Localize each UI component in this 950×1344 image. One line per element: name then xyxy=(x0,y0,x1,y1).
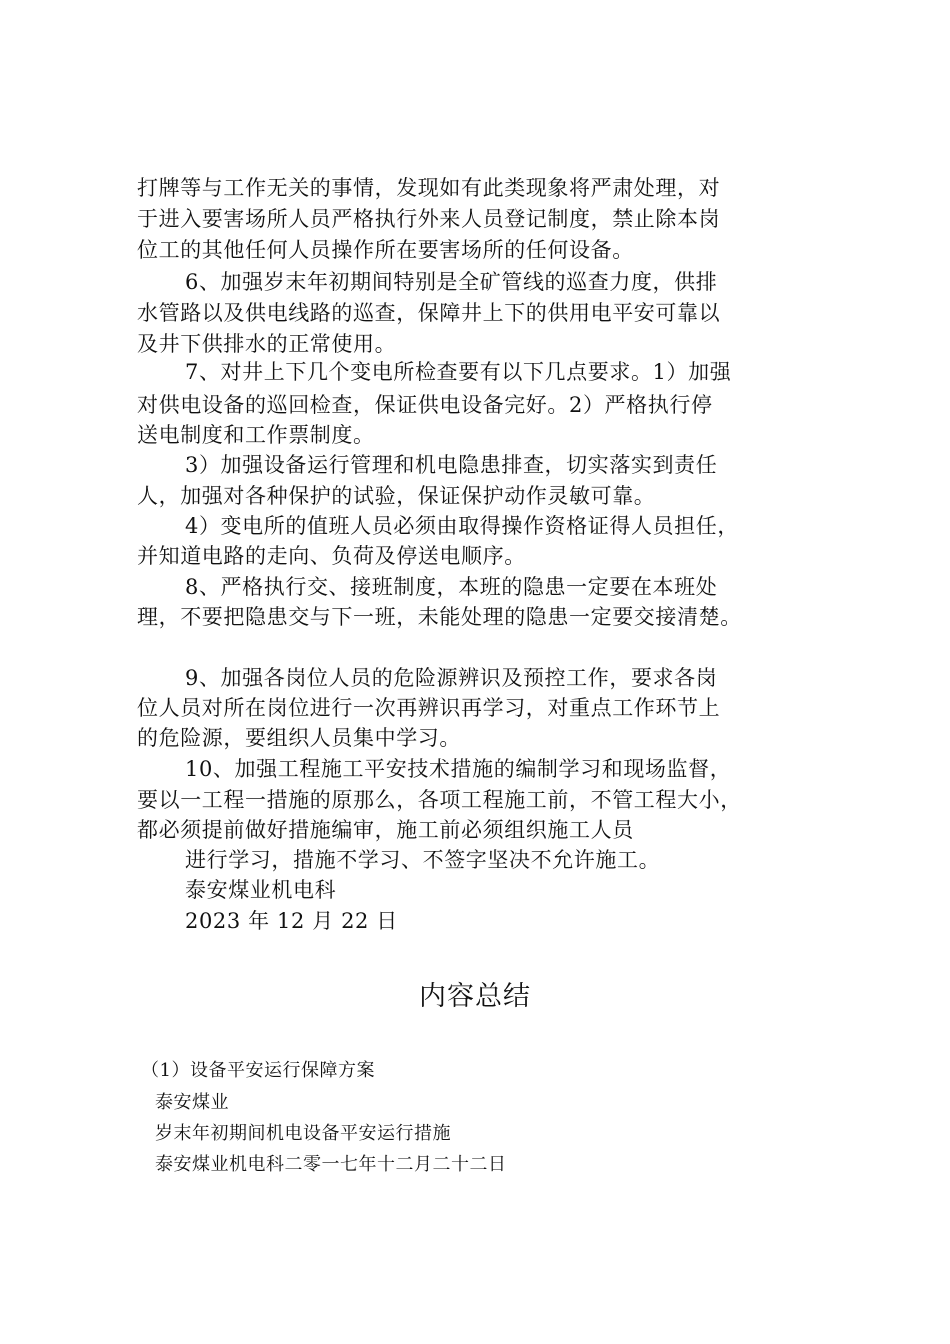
body-line: 于进入要害场所人员严格执行外来人员登记制度，禁止除本岗 xyxy=(137,207,721,231)
summary-title: 内容总结 xyxy=(419,981,531,1012)
signature-date: 2023 年 12 月 22 日 xyxy=(185,909,398,933)
summary-item: 泰安煤业 xyxy=(155,1092,229,1113)
body-line: 人，加强对各种保护的试验，保证保护动作灵敏可靠。 xyxy=(137,484,656,508)
body-line: 3）加强设备运行管理和机电隐患排查，切实落实到责任 xyxy=(185,453,718,477)
summary-item: 岁末年初期间机电设备平安运行措施 xyxy=(155,1123,451,1144)
body-line: 10、加强工程施工平安技术措施的编制学习和现场监督， xyxy=(185,757,732,781)
body-line: 的危险源，要组织人员集中学习。 xyxy=(137,726,461,750)
body-line: 理，不要把隐患交与下一班，未能处理的隐患一定要交接清楚。 xyxy=(137,605,742,629)
body-line: 7、对井上下几个变电所检查要有以下几点要求。1）加强 xyxy=(185,360,732,384)
body-line: 都必须提前做好措施编审，施工前必须组织施工人员 xyxy=(137,818,634,842)
summary-item: 泰安煤业机电科二零一七年十二月二十二日 xyxy=(155,1154,507,1175)
body-line: 要以一工程一措施的原那么，各项工程施工前，不管工程大小， xyxy=(137,788,742,812)
body-line: 并知道电路的走向、负荷及停送电顺序。 xyxy=(137,544,526,568)
summary-item: （1）设备平安运行保障方案 xyxy=(141,1060,375,1081)
body-line: 8、严格执行交、接班制度，本班的隐患一定要在本班处 xyxy=(185,575,718,599)
body-line: 4）变电所的值班人员必须由取得操作资格证得人员担任， xyxy=(185,514,739,538)
body-line: 位工的其他任何人员操作所在要害场所的任何设备。 xyxy=(137,238,634,262)
body-line: 及井下供排水的正常使用。 xyxy=(137,332,397,356)
body-line: 6、加强岁末年初期间特别是全矿管线的巡查力度，供排 xyxy=(185,270,718,294)
body-line: 水管路以及供电线路的巡查，保障井上下的供用电平安可靠以 xyxy=(137,301,721,325)
body-line: 打牌等与工作无关的事情，发现如有此类现象将严肃处理，对 xyxy=(137,176,721,200)
body-line: 9、加强各岗位人员的危险源辨识及预控工作，要求各岗 xyxy=(185,666,718,690)
signature-org: 泰安煤业机电科 xyxy=(185,878,337,902)
body-line: 进行学习，措施不学习、不签字坚决不允许施工。 xyxy=(185,848,661,872)
body-line: 对供电设备的巡回检查，保证供电设备完好。2）严格执行停 xyxy=(137,393,713,417)
body-line: 位人员对所在岗位进行一次再辨识再学习，对重点工作环节上 xyxy=(137,696,721,720)
body-line: 送电制度和工作票制度。 xyxy=(137,423,375,447)
